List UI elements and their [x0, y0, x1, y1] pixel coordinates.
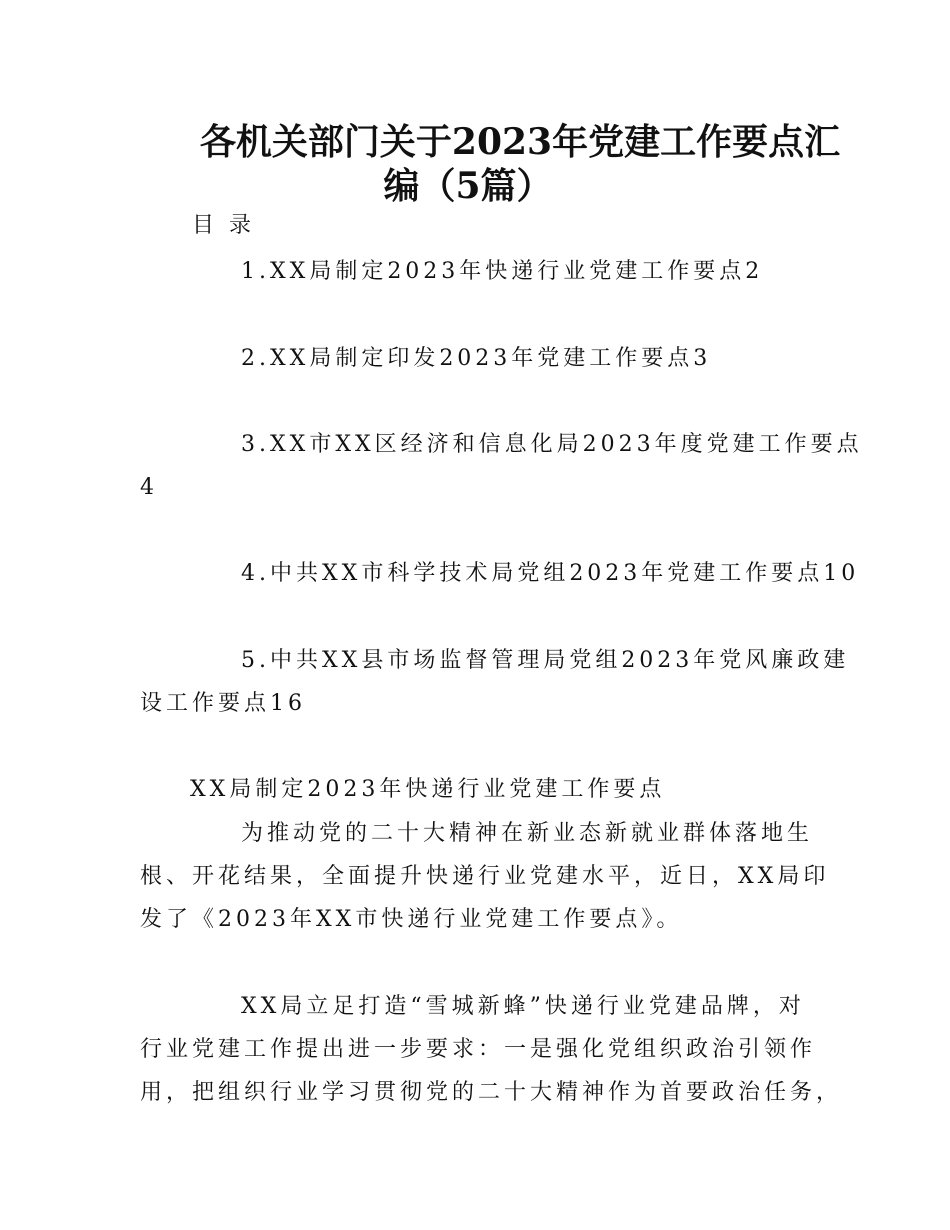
- toc-item-3: 3.XX市XX区经济和信息化局2023年度党建工作要点: [241, 432, 863, 457]
- paragraph-1-line-3: 发了《2023年XX市快递行业党建工作要点》。: [140, 907, 683, 932]
- paragraph-1-line-1: 为推动党的二十大精神在新业态新就业群体落地生: [241, 821, 814, 846]
- document-title-line1: 各机关部门关于2023年党建工作要点汇: [199, 121, 841, 163]
- toc-item-2: 2.XX局制定印发2023年党建工作要点3: [241, 346, 712, 371]
- paragraph-2-line-2: 行业党建工作提出进一步要求：一是强化党组织政治引领作: [140, 1037, 817, 1062]
- toc-item-5-continued: 设工作要点16: [140, 691, 306, 716]
- section-heading: XX局制定2023年快递行业党建工作要点: [190, 777, 666, 802]
- toc-item-1: 1.XX局制定2023年快递行业党建工作要点2: [241, 259, 764, 284]
- toc-item-5: 5.中共XX县市场监督管理局党组2023年党风廉政建: [241, 648, 850, 673]
- paragraph-2-line-3: 用，把组织行业学习贯彻党的二十大精神作为首要政治任务，: [140, 1080, 843, 1105]
- document-title-line2: 编（5篇）: [383, 165, 553, 207]
- paragraph-1-line-2: 根、开花结果，全面提升快递行业党建水平，近日，XX局印: [140, 864, 830, 889]
- toc-heading: 目 录: [192, 213, 255, 238]
- toc-item-3-continued: 4: [140, 475, 158, 500]
- paragraph-2-line-1: XX局立足打造“雪城新蜂”快递行业党建品牌，对: [241, 994, 805, 1019]
- toc-item-4: 4.中共XX市科学技术局党组2023年党建工作要点10: [241, 561, 860, 586]
